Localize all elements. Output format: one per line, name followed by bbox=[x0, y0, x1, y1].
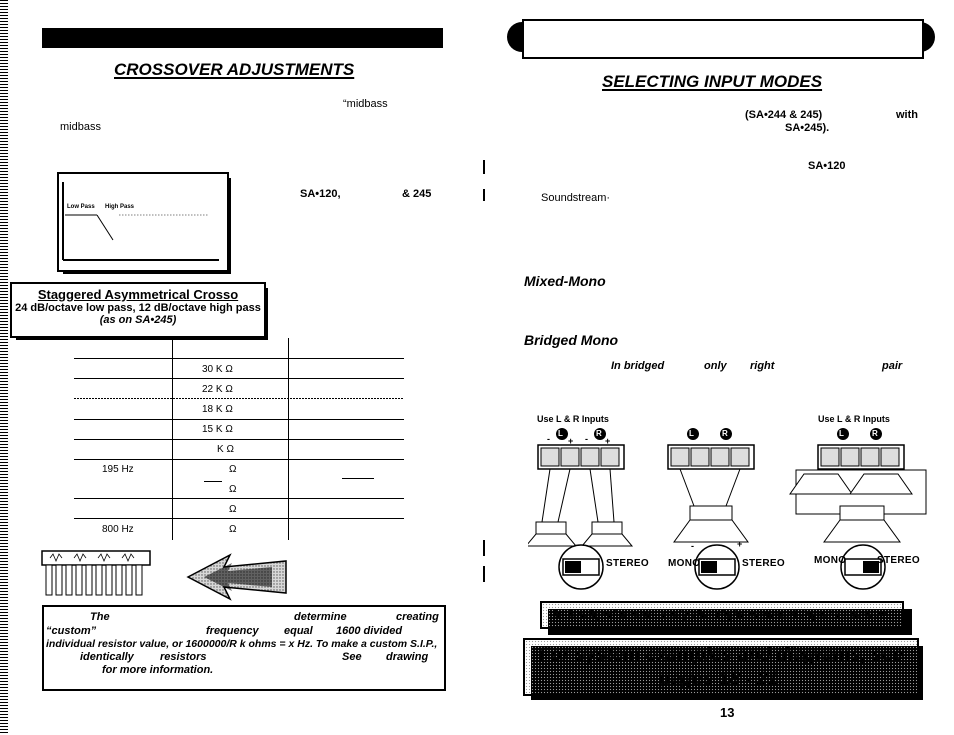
stereo-switch[interactable] bbox=[559, 545, 603, 589]
mono-switch[interactable] bbox=[695, 545, 739, 589]
resistor-table bbox=[74, 338, 404, 540]
note-fragment: equal bbox=[284, 625, 313, 637]
midbass-quote-text: “midbass bbox=[343, 98, 388, 110]
bridged-fragment: pair bbox=[882, 360, 903, 372]
bridged-switch[interactable] bbox=[841, 545, 885, 589]
arrow-left-icon bbox=[186, 553, 290, 601]
callout-line-2: pages 18 - 21. bbox=[658, 669, 784, 690]
table-row-line bbox=[342, 478, 374, 479]
bridged-fragment: only bbox=[704, 360, 727, 372]
input-modes-heading: SELECTING INPUT MODES bbox=[602, 72, 823, 91]
banner-text: In bridged mono, only the right channel input is active. bbox=[552, 607, 892, 622]
table-row-line bbox=[74, 378, 404, 379]
channel-left-label: L bbox=[839, 429, 844, 438]
table-row-line bbox=[74, 518, 404, 519]
table-row-line bbox=[74, 459, 404, 460]
resistor-value: 15 K Ω bbox=[202, 424, 233, 435]
caption-title: Staggered Asymmetrical Crosso bbox=[37, 287, 239, 302]
right-header-box bbox=[522, 19, 924, 59]
frequency-value: 800 Hz bbox=[102, 524, 134, 535]
model-245-text: & 245 bbox=[402, 188, 432, 200]
low-pass-slope-line bbox=[97, 215, 113, 240]
table-row-line bbox=[74, 398, 404, 399]
mixed-mono-heading: Mixed-Mono bbox=[524, 273, 606, 289]
frequency-value: 195 Hz bbox=[102, 464, 134, 475]
custom-frequency-note bbox=[42, 605, 446, 691]
note-fragment: “custom” bbox=[46, 625, 97, 637]
resistor-value: K Ω bbox=[217, 444, 234, 455]
channel-right-label: R bbox=[722, 429, 728, 438]
soundstream-text: Soundstream· bbox=[541, 192, 611, 204]
crossover-curve-svg bbox=[59, 174, 227, 270]
channel-right-label: R bbox=[872, 429, 878, 438]
crossover-heading: CROSSOVER ADJUSTMENTS bbox=[114, 60, 355, 79]
resistor-value: Ω bbox=[229, 464, 237, 475]
use-inputs-label-right: Use L & R Inputs bbox=[818, 414, 890, 424]
margin-mark bbox=[483, 540, 485, 556]
terminal-plus-label: + bbox=[568, 436, 574, 446]
use-inputs-label-left: Use L & R Inputs bbox=[537, 414, 609, 424]
caption-line-1: 24 dB/octave low pass, 12 dB/octave high pass bbox=[15, 302, 261, 314]
sa245-text: SA•245). bbox=[785, 122, 830, 134]
terminal-minus-label: - bbox=[547, 434, 550, 444]
terminal-plus-label: + bbox=[737, 539, 743, 549]
resistor-value: Ω bbox=[229, 504, 237, 515]
channel-left-label: L bbox=[689, 429, 694, 438]
system-examples-callout bbox=[523, 638, 919, 696]
mono-label: MONO bbox=[668, 558, 701, 569]
note-fragment: determine bbox=[294, 611, 347, 623]
binding-edge bbox=[0, 0, 8, 735]
bridged-mono-wiring-diagram bbox=[790, 428, 926, 542]
note-fragment: for more information. bbox=[102, 664, 214, 676]
note-fragment: 1600 divided bbox=[336, 625, 403, 637]
bridged-fragment: In bridged bbox=[611, 360, 665, 372]
with-text: with bbox=[896, 109, 918, 121]
sip-resistor-illustration bbox=[40, 549, 160, 599]
sip-pins bbox=[46, 565, 142, 595]
resistor-value: 18 K Ω bbox=[202, 404, 233, 415]
stereo-label: STEREO bbox=[742, 558, 785, 569]
crossover-graph bbox=[57, 172, 229, 272]
resistor-value: 22 K Ω bbox=[202, 384, 233, 395]
note-fragment: resistors bbox=[160, 651, 207, 663]
bridged-fragment: right bbox=[750, 360, 775, 372]
sa120-text: SA•120 bbox=[808, 160, 846, 172]
models-244-245-text: (SA•244 & 245) bbox=[745, 109, 823, 121]
table-row-line bbox=[74, 419, 404, 420]
bridged-mono-banner bbox=[540, 601, 904, 629]
left-header-bar bbox=[42, 28, 443, 48]
model-sa120-text: SA•120, bbox=[300, 188, 341, 200]
resistor-value: 30 K Ω bbox=[202, 364, 233, 375]
low-pass-label: Low Pass bbox=[67, 204, 95, 210]
note-fragment: drawing bbox=[386, 651, 429, 663]
callout-line-1: For system examples and diagrams, see bbox=[538, 645, 904, 666]
channel-left-label: L bbox=[558, 429, 563, 438]
resistor-value: Ω bbox=[229, 484, 237, 495]
stereo-wiring-diagram bbox=[528, 428, 632, 546]
bridged-mono-heading: Bridged Mono bbox=[524, 332, 619, 348]
mono-label: MONO bbox=[814, 555, 847, 566]
page-number: 13 bbox=[720, 705, 735, 720]
table-row-line bbox=[204, 481, 222, 482]
resistor-value: Ω bbox=[229, 524, 237, 535]
note-fragment: identically bbox=[80, 651, 134, 663]
terminal-minus-label: - bbox=[691, 541, 694, 551]
margin-mark bbox=[483, 160, 485, 174]
terminal-minus-label: - bbox=[585, 434, 588, 444]
caption-line-2: (as on SA•245) bbox=[99, 314, 177, 326]
table-row-line bbox=[74, 439, 404, 440]
high-pass-label: High Pass bbox=[105, 204, 135, 210]
margin-mark bbox=[483, 189, 485, 201]
note-fragment: creating bbox=[396, 611, 439, 623]
mixed-mono-wiring-diagram bbox=[668, 428, 754, 542]
note-fragment: See bbox=[342, 651, 362, 663]
note-fragment: individual resistor value, or 1600000/R k ohms = x Hz. To make a custom S.I.P., bbox=[46, 638, 438, 650]
note-fragment: frequency bbox=[206, 625, 259, 637]
crossover-caption bbox=[10, 282, 266, 338]
table-row-line bbox=[74, 358, 404, 359]
table-row-line bbox=[74, 498, 404, 499]
stereo-label: STEREO bbox=[606, 558, 649, 569]
margin-mark bbox=[483, 566, 485, 582]
terminal-plus-label: + bbox=[605, 436, 611, 446]
note-fragment: The bbox=[90, 611, 110, 623]
midbass-text: midbass bbox=[60, 121, 101, 133]
channel-right-label: R bbox=[596, 429, 602, 438]
stereo-label: STEREO bbox=[877, 555, 920, 566]
